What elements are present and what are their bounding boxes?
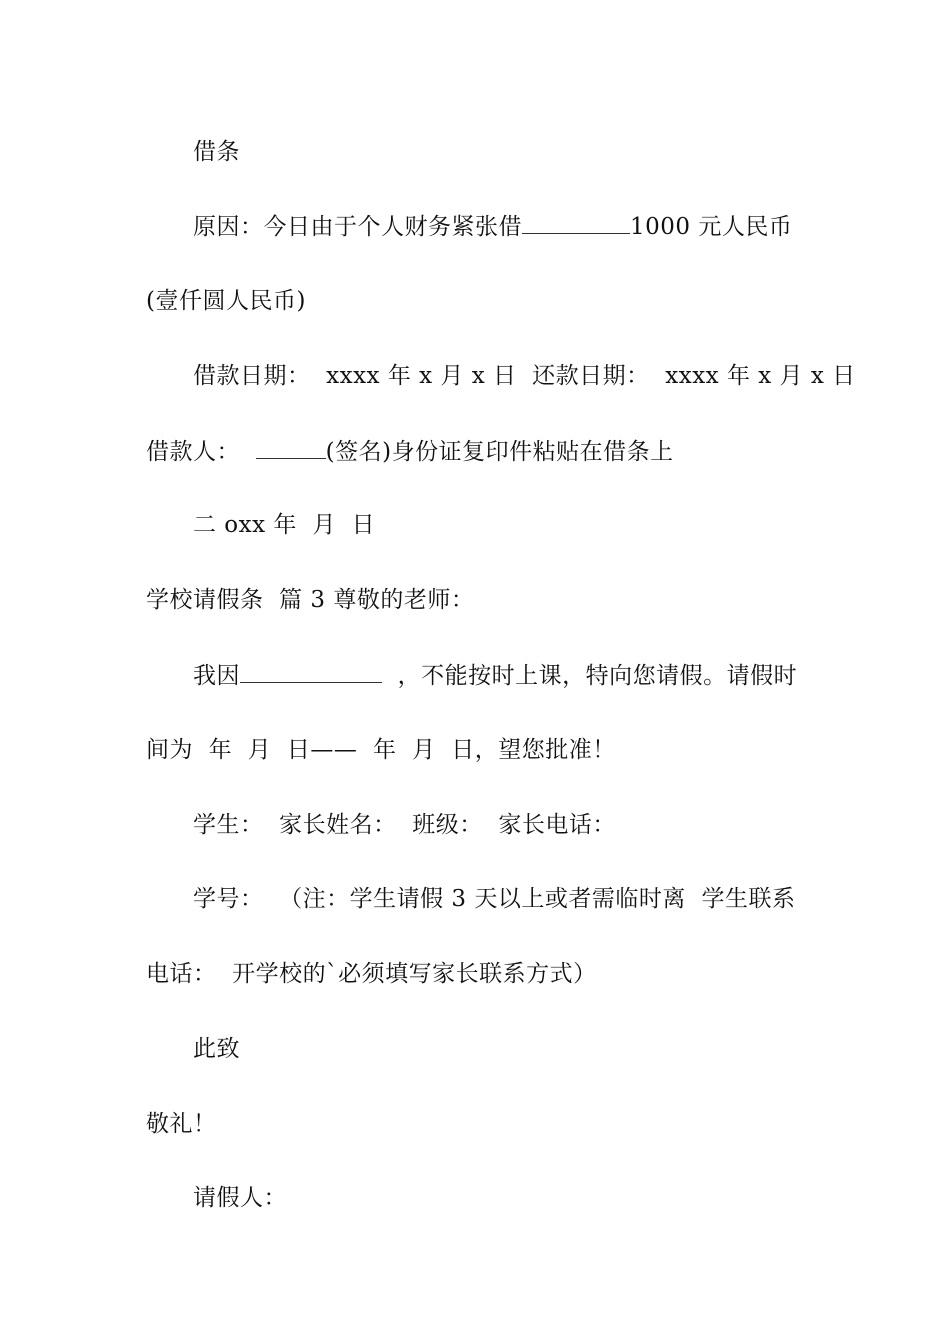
leave-body-prefix: 我因 (193, 663, 240, 689)
leave-fields-line: 学生： 家长姓名： 班级： 家长电话： (193, 812, 616, 838)
leave-note-line-2: 电话： 开学校的`必须填写家长联系方式） (146, 961, 597, 987)
lender-blank (522, 211, 630, 234)
signer-line: 请假人： (193, 1185, 287, 1211)
leave-period-line: 间为 年 月 日—— 年 月 日，望您批准！ (146, 737, 616, 763)
borrower-label: 借款人： (146, 439, 256, 465)
leave-body-line (193, 660, 833, 691)
reason-blank (240, 660, 382, 683)
loan-reason-prefix: 原因：今日由于个人财务紧张借 (193, 214, 522, 240)
loan-reason-amount: 1000 元人民币 (630, 214, 793, 240)
leave-note-heading: 学校请假条 篇 3 尊敬的老师： (146, 587, 475, 613)
loan-note-title: 借条 (193, 139, 240, 165)
leave-body-suffix: ，不能按时上课，特向您请假。请假时 (382, 663, 798, 689)
leave-note-line: 学号： （注：学生请假 3 天以上或者需临时离 学生联系 (193, 886, 796, 912)
closing-line-2: 敬礼！ (146, 1111, 217, 1137)
loan-date-footer: 二 oxx 年 月 日 (193, 512, 376, 538)
loan-amount-words: (壹仟圆人民币) (146, 288, 306, 314)
borrower-line (146, 436, 826, 467)
borrower-suffix: (签名)身份证复印件粘贴在借条上 (325, 439, 674, 465)
loan-reason-line (193, 211, 833, 242)
loan-dates-line: 借款日期： xxxx 年 x 月 x 日 还款日期： xxxx 年 x 月 x 日 (193, 363, 856, 389)
signature-blank (256, 436, 326, 459)
closing-line-1: 此致 (193, 1036, 240, 1062)
